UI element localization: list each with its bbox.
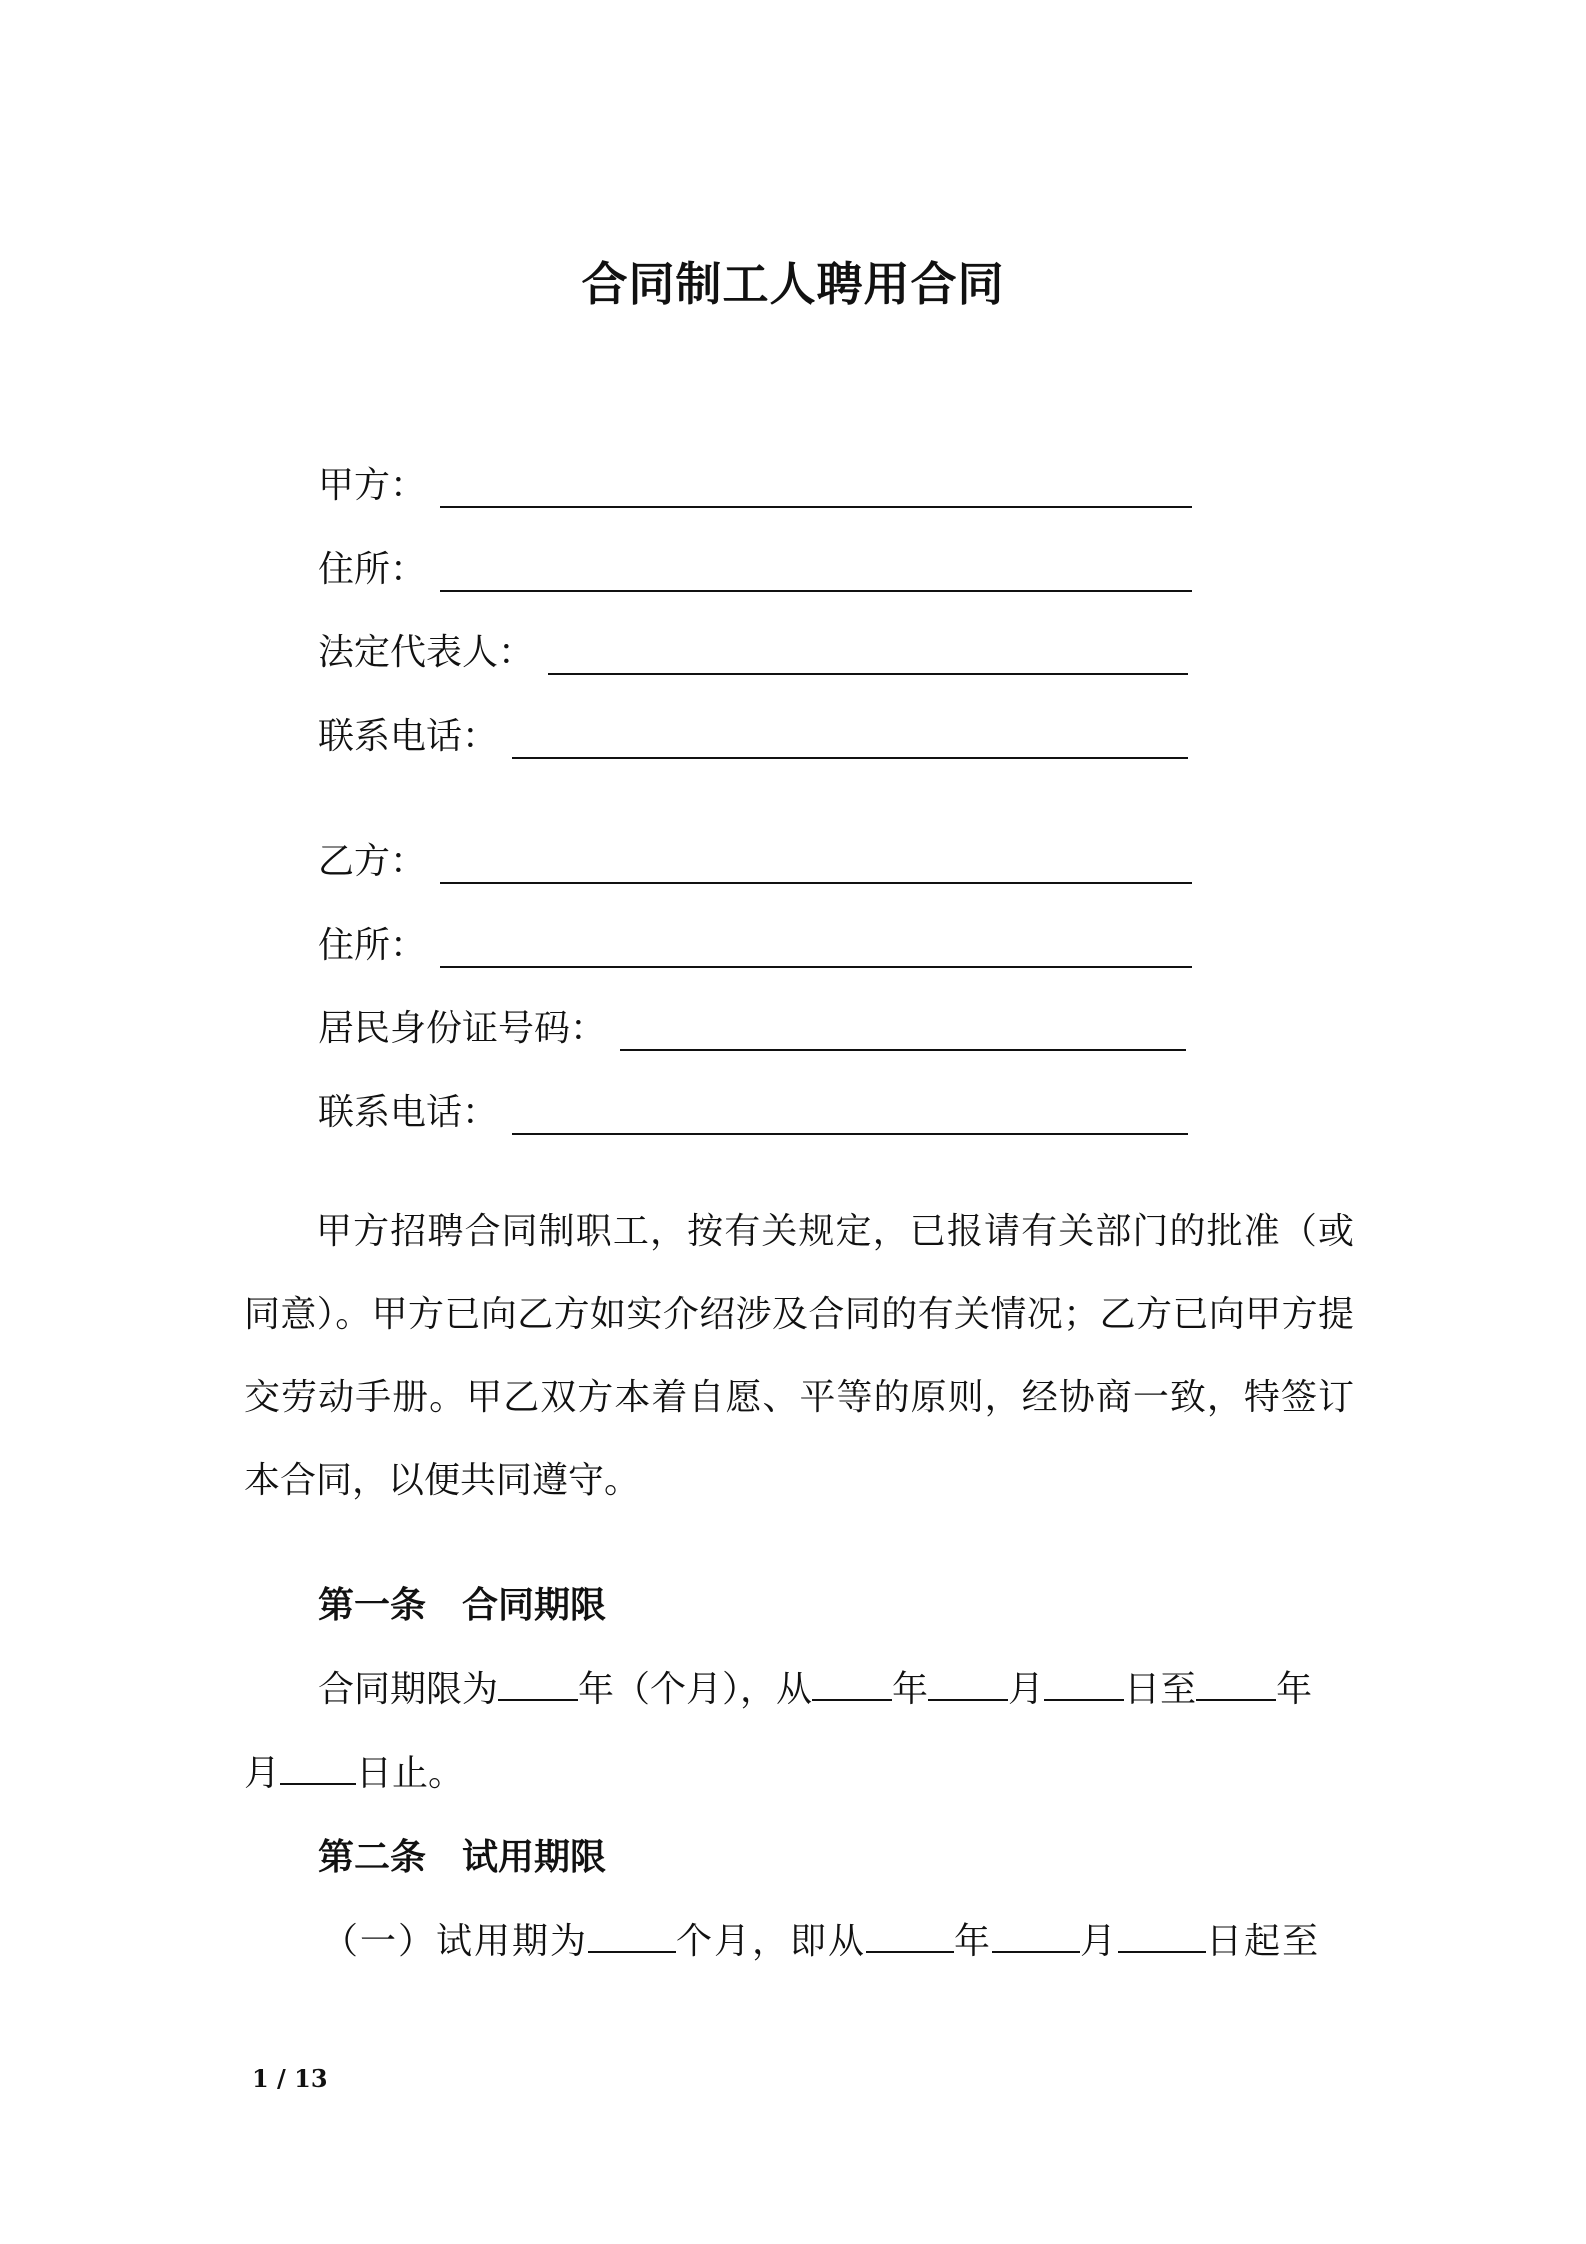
article-2-text-2: 个月，即从 [676,1921,867,1962]
party-b-address-label: 住所： [318,925,427,966]
party-a-address-row [318,538,1192,592]
article-1-text-5: 日至 [1124,1669,1197,1710]
article-2-text-3: 年 [954,1921,993,1962]
party-a-name-label: 甲方： [318,465,427,506]
article-2-text-1: （一）试用期为 [322,1921,589,1962]
party-b-phone-blank [512,1133,1188,1135]
party-a-address-blank [440,590,1192,592]
start-day-blank [1044,1669,1124,1701]
party-b-address-row [318,914,1192,968]
party-a-phone-row [318,705,1188,759]
party-b-id-blank [620,1049,1186,1051]
article-1-text-6: 年 [1276,1669,1313,1710]
probation-day-blank [1118,1921,1206,1953]
article-1-text-4: 月 [1008,1669,1045,1710]
term-blank [498,1669,578,1701]
party-b-phone-label: 联系电话： [318,1092,499,1133]
article-1-heading: 第一条 合同期限 [318,1585,607,1626]
end-year-blank [1196,1669,1276,1701]
page-number: 1 / 13 [252,2064,328,2093]
party-b-phone-row [318,1081,1188,1135]
article-1-text-3: 年 [892,1669,929,1710]
party-a-address-label: 住所： [318,549,427,590]
probation-month-blank [992,1921,1080,1953]
preamble-paragraph: 甲方招聘合同制职工，按有关规定，已报请有关部门的批准（或同意）。甲方已向乙方如实介绍涉及合同的有关情况；乙方已向甲方提交劳动手册。甲乙双方本着自愿、平等的原则，经协商一致，特签订本合同，以便共同遵守。 [244,1211,1354,1501]
probation-year-blank [866,1921,954,1953]
party-b-id-label: 居民身份证号码： [318,1008,607,1049]
article-1-text-2: 年（个月），从 [578,1669,813,1710]
article-1-text-8: 日止。 [356,1753,465,1794]
party-a-name-blank [440,506,1192,508]
article-2-text-4: 月 [1080,1921,1119,1962]
probation-months-blank [588,1921,676,1953]
party-b-id-row [318,997,1186,1051]
party-a-rep-label: 法定代表人： [318,632,535,673]
start-month-blank [928,1669,1008,1701]
article-2-heading: 第二条 试用期限 [318,1837,607,1878]
article-2-text-5: 日起至 [1206,1921,1321,1962]
document-title: 合同制工人聘用合同 [581,257,1005,311]
party-b-name-row [318,830,1192,884]
end-day-blank [280,1753,356,1785]
article-2-line-1 [322,1920,1320,1964]
party-b-name-blank [440,882,1192,884]
party-a-name-row [318,454,1192,508]
article-1-text-1: 合同期限为 [318,1669,499,1710]
party-a-rep-blank [548,673,1188,675]
party-a-phone-label: 联系电话： [318,716,499,757]
start-year-blank [812,1669,892,1701]
party-b-address-blank [440,966,1192,968]
party-a-phone-blank [512,757,1188,759]
party-a-rep-row [318,621,1188,675]
article-1-text-7: 月 [244,1753,281,1794]
article-1-line-1 [318,1668,1312,1712]
party-b-name-label: 乙方： [318,841,427,882]
article-1-line-2 [244,1752,464,1796]
